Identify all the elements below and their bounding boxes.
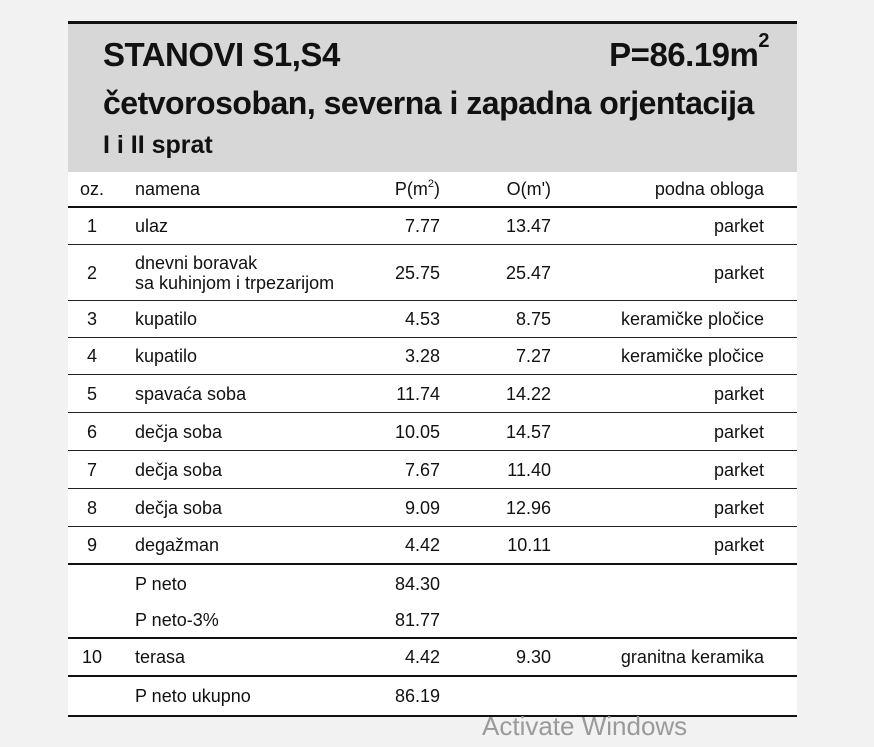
table-row bbox=[68, 413, 797, 451]
row-area: 4.42 bbox=[404, 535, 440, 555]
row-perimeter: 25.47 bbox=[505, 262, 551, 283]
row-floor: parket bbox=[713, 216, 764, 236]
row-num: 1 bbox=[86, 216, 97, 236]
row-num: 10 bbox=[81, 647, 103, 667]
row-perimeter: 14.57 bbox=[505, 421, 551, 442]
row-num: 2 bbox=[86, 262, 97, 283]
row-perimeter: 8.75 bbox=[515, 309, 551, 329]
row-area: 4.53 bbox=[404, 309, 440, 329]
net-area-minus3-value: 81.77 bbox=[394, 609, 440, 630]
rooms-table bbox=[68, 172, 797, 717]
row-floor: keramičke pločice bbox=[620, 346, 764, 366]
net-area-row bbox=[68, 565, 797, 602]
table-row bbox=[68, 375, 797, 413]
row-name: degažman bbox=[135, 535, 220, 555]
row-area: 7.77 bbox=[404, 216, 440, 236]
table-row bbox=[68, 489, 797, 527]
row-num: 7 bbox=[86, 459, 97, 480]
header-panel bbox=[68, 24, 797, 172]
row-num: 8 bbox=[86, 497, 97, 518]
row-num: 9 bbox=[86, 535, 97, 555]
col-header-area bbox=[338, 172, 440, 206]
row-name: dečja soba bbox=[135, 421, 223, 442]
row-perimeter: 14.22 bbox=[505, 383, 551, 404]
row-perimeter: 12.96 bbox=[505, 497, 551, 518]
col-header-floor: podna obloga bbox=[654, 179, 764, 199]
row-perimeter: 13.47 bbox=[505, 216, 551, 236]
row-name-line1: dnevni boravak bbox=[135, 252, 258, 273]
row-floor: parket bbox=[713, 383, 764, 404]
net-area-minus3-label: P neto-3% bbox=[135, 609, 219, 630]
row-floor: parket bbox=[713, 421, 764, 442]
net-area-label: P neto bbox=[135, 573, 187, 594]
col-header-num: oz. bbox=[79, 179, 104, 199]
row-perimeter: 10.11 bbox=[507, 535, 551, 555]
row-floor: parket bbox=[713, 497, 764, 518]
activate-windows-watermark: Activate Windows bbox=[482, 711, 688, 741]
row-floor: parket bbox=[713, 535, 764, 555]
row-floor: parket bbox=[713, 262, 764, 283]
row-name-line2: sa kuhinjom i trpezarijom bbox=[135, 272, 335, 293]
row-num: 3 bbox=[86, 309, 97, 329]
row-name: spavaća soba bbox=[135, 383, 247, 404]
row-floor: keramičke pločice bbox=[620, 309, 764, 329]
apartment-area bbox=[609, 30, 769, 74]
area-unit-sup: 2 bbox=[758, 30, 769, 52]
area-header-close: ) bbox=[434, 179, 440, 199]
col-header-perimeter: O(m') bbox=[506, 179, 551, 199]
row-name: kupatilo bbox=[135, 346, 198, 366]
area-header-text: P(m bbox=[394, 179, 428, 199]
row-area: 3.28 bbox=[404, 346, 440, 366]
apartment-subtitle: četvorosoban, severna i zapadna orjentacija bbox=[103, 85, 754, 121]
apartment-title: STANOVI S1,S4 bbox=[103, 36, 340, 73]
apartment-floor: I i II sprat bbox=[103, 131, 213, 159]
row-name: kupatilo bbox=[135, 309, 198, 329]
area-header-sup: 2 bbox=[427, 178, 434, 190]
total-net-value: 86.19 bbox=[394, 686, 440, 706]
net-area-value: 84.30 bbox=[394, 573, 440, 594]
table-row bbox=[68, 301, 797, 338]
area-value: P=86.19m bbox=[609, 36, 759, 73]
row-name: terasa bbox=[135, 647, 186, 667]
row-floor: granitna keramika bbox=[620, 647, 764, 667]
row-area: 9.09 bbox=[404, 497, 440, 518]
row-area: 25.75 bbox=[394, 262, 440, 283]
row-perimeter: 7.27 bbox=[515, 346, 551, 366]
total-net-row bbox=[68, 677, 797, 717]
row-area: 4.42 bbox=[404, 647, 440, 667]
row-perimeter: 9.30 bbox=[515, 647, 551, 667]
row-name: dečja soba bbox=[135, 459, 223, 480]
row-name: ulaz bbox=[135, 216, 169, 236]
table-row bbox=[68, 451, 797, 489]
row-num: 6 bbox=[86, 421, 97, 442]
col-header-name: namena bbox=[135, 179, 201, 199]
floor-plan-sheet bbox=[68, 21, 797, 715]
row-area: 11.74 bbox=[396, 383, 440, 404]
row-num: 5 bbox=[86, 383, 97, 404]
table-row bbox=[68, 338, 797, 375]
row-num: 4 bbox=[86, 346, 97, 366]
table-header-row bbox=[68, 172, 797, 208]
row-perimeter: 11.40 bbox=[507, 459, 551, 480]
table-row bbox=[68, 527, 797, 565]
net-area-minus3-row bbox=[68, 602, 797, 639]
row-floor: parket bbox=[713, 459, 764, 480]
row-area: 10.05 bbox=[394, 421, 440, 442]
row-name: dečja soba bbox=[135, 497, 223, 518]
terrace-row bbox=[68, 639, 797, 677]
row-area: 7.67 bbox=[404, 459, 440, 480]
total-net-label: P neto ukupno bbox=[135, 686, 251, 706]
table-row bbox=[68, 208, 797, 245]
table-row bbox=[68, 245, 797, 301]
